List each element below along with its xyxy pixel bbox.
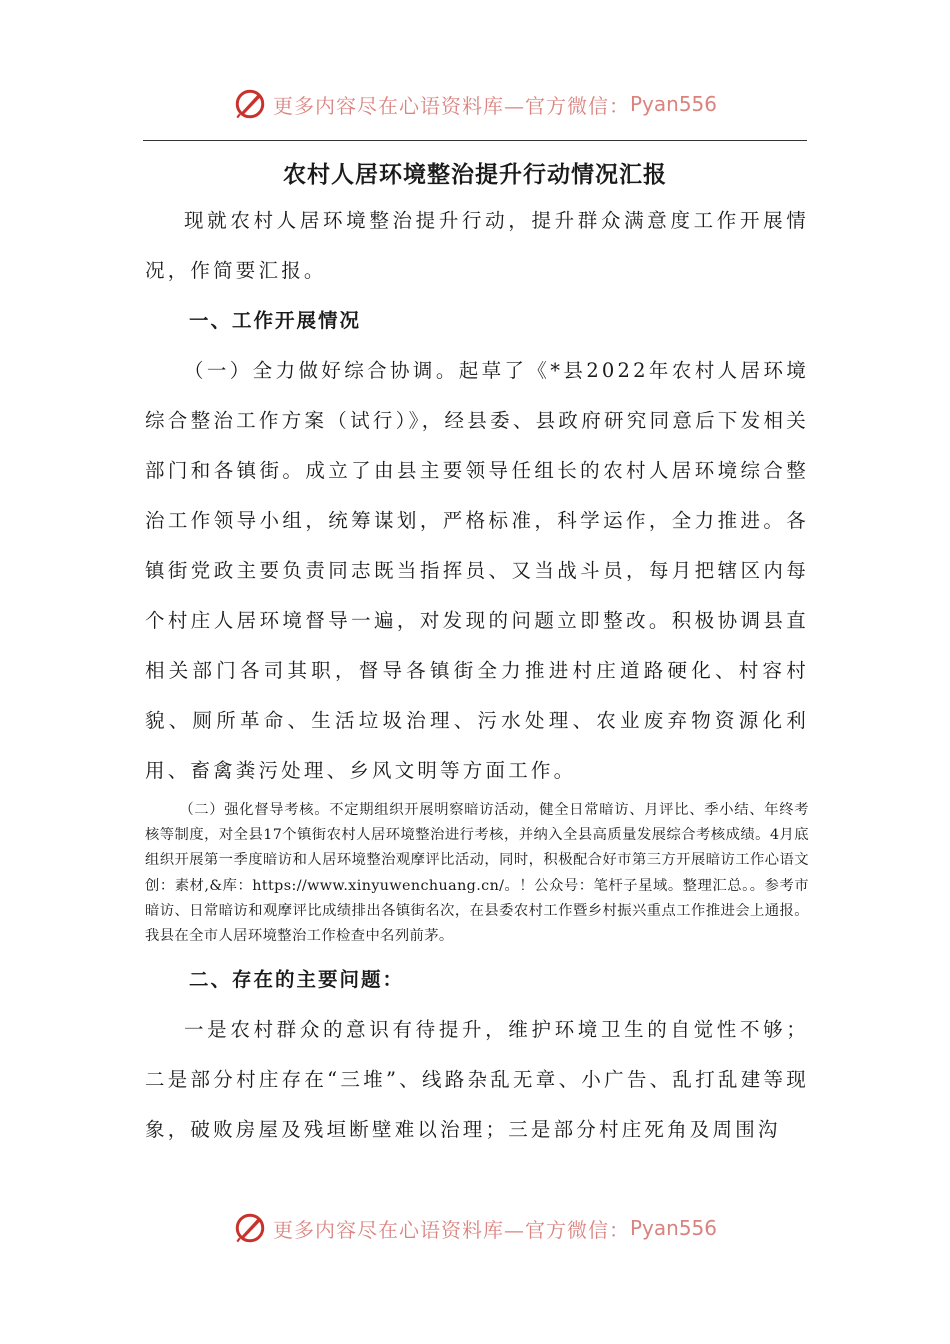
paragraph-coordination: （一）全力做好综合协调。起草了《*县2022年农村人居环境综合整治工作方案（试行）》，经县委、县政府研究同意后下发相关部门和各镇街。成立了由县主要领导任组长的农村人居环境综合整治工作领导小组，统筹谋划，严格标准，科学运作，全力推进。各镇街党政主要负责同志既当指挥员、又当战斗员，每月把辖区内每个村庄人居环境督导一遍，对发现的问题立即整改。积极协调县直相关部门各司其职，督导各镇街全力推进村庄道路硬化、村容村貌、厕所革命、生活垃圾治理、污水处理、农业废弃物资源化利用、畜禽粪污处理、乡风文明等方面工作。 xyxy=(145,359,809,782)
paragraph-problems: 一是农村群众的意识有待提升，维护环境卫生的自觉性不够；二是部分村庄存在“三堆”、线路杂乱无章、小广告、乱打乱建等现象，破败房屋及残垣断壁难以治理；三是部分村庄死角及周围沟 xyxy=(145,1018,809,1142)
watermark-wechat-id: Pyan556 xyxy=(629,1216,717,1240)
header-watermark xyxy=(0,82,950,126)
section-heading-work: 一、工作开展情况 xyxy=(189,309,362,332)
quill-logo-icon xyxy=(233,1211,267,1245)
quill-logo-icon xyxy=(233,87,267,121)
document-body xyxy=(145,196,809,1155)
intro-paragraph: 现就农村人居环境整治提升行动，提升群众满意度工作开展情况，作简要汇报。 xyxy=(145,209,809,282)
footer-watermark xyxy=(0,1206,950,1250)
paragraph-supervision: （二）强化督导考核。不定期组织开展明察暗访活动，健全日常暗访、月评比、季小结、年终考核等制度，对全县17个镇街农村人居环境整治进行考核，并纳入全县高质量发展综合考核成绩。4月底组织开展第一季度暗访和人居环境整治观摩评比活动，同时，积极配合好市第三方开展暗访工作心语文创：素材,&库：https://www.xinyuwenchuang.cn/。！公众号：笔杆子星域。整理汇总。。参考市暗访、日常暗访和观摩评比成绩排出各镇街名次，在县委农村工作暨乡村振兴重点工作推进会上通报。我县在全市人居环境整治工作检查中名列前茅。 xyxy=(145,802,809,945)
watermark-text: 更多内容尽在心语资料库—官方微信： xyxy=(272,1217,630,1242)
document-title: 农村人居环境整治提升行动情况汇报 xyxy=(283,161,667,188)
header-rule xyxy=(143,140,807,141)
watermark-wechat-id: Pyan556 xyxy=(629,92,717,116)
watermark-text: 更多内容尽在心语资料库—官方微信： xyxy=(272,93,630,118)
section-heading-problems: 二、存在的主要问题： xyxy=(189,968,405,992)
